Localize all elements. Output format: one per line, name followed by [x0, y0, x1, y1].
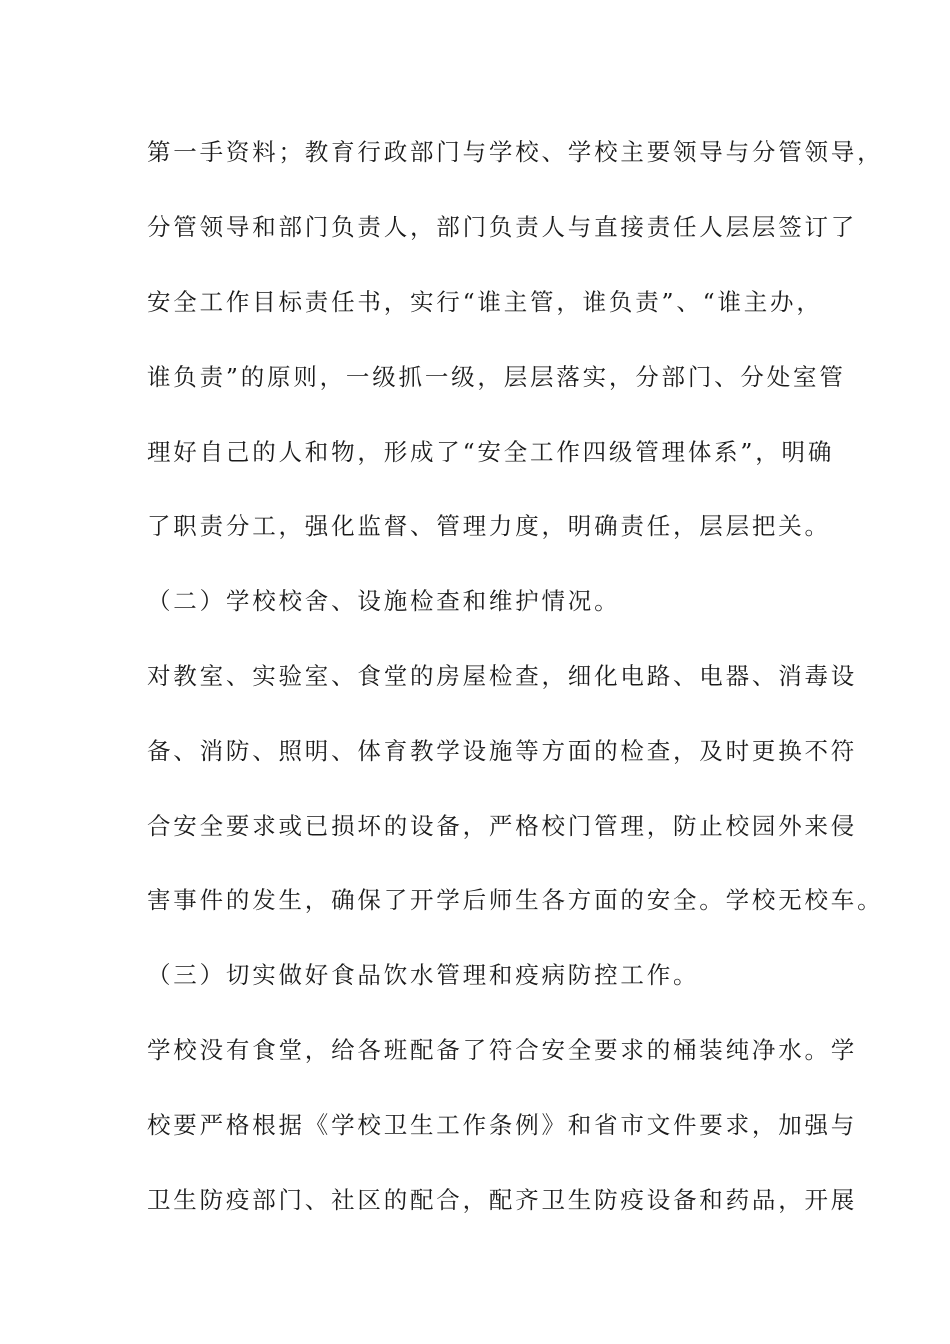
text-line-10: 合安全要求或已损坏的设备，严格校门管理，防止校园外来侵 — [147, 812, 858, 840]
text-line-3: 安全工作目标责任书，实行“谁主管，谁负责”、“谁主办， — [147, 288, 823, 316]
text-line-5: 理好自己的人和物，形成了“安全工作四级管理体系”，明确 — [147, 438, 835, 466]
section-heading-3: （三）切实做好食品饮水管理和疫病防控工作。 — [147, 961, 700, 989]
text-line-15: 卫生防疫部门、社区的配合，配齐卫生防疫设备和药品，开展 — [147, 1186, 858, 1214]
text-line-6: 了职责分工，强化监督、管理力度，明确责任，层层把关。 — [147, 512, 831, 540]
text-line-8: 对教室、实验室、食堂的房屋检查，细化电路、电器、消毒设 — [147, 662, 858, 690]
text-line-1: 第一手资料；教育行政部门与学校、学校主要领导与分管领导， — [147, 138, 884, 166]
text-line-13: 学校没有食堂，给各班配备了符合安全要求的桶装纯净水。学 — [147, 1036, 858, 1064]
text-line-9: 备、消防、照明、体育教学设施等方面的检查，及时更换不符 — [147, 737, 858, 765]
text-line-14: 校要严格根据《学校卫生工作条例》和省市文件要求，加强与 — [147, 1111, 858, 1139]
text-line-4: 谁负责”的原则，一级抓一级，层层落实，分部门、分处室管 — [147, 363, 846, 391]
text-line-11: 害事件的发生，确保了开学后师生各方面的安全。学校无校车。 — [147, 886, 884, 914]
section-heading-2: （二）学校校舍、设施检查和维护情况。 — [147, 587, 621, 615]
text-line-2: 分管领导和部门负责人，部门负责人与直接责任人层层签订了 — [147, 213, 858, 241]
